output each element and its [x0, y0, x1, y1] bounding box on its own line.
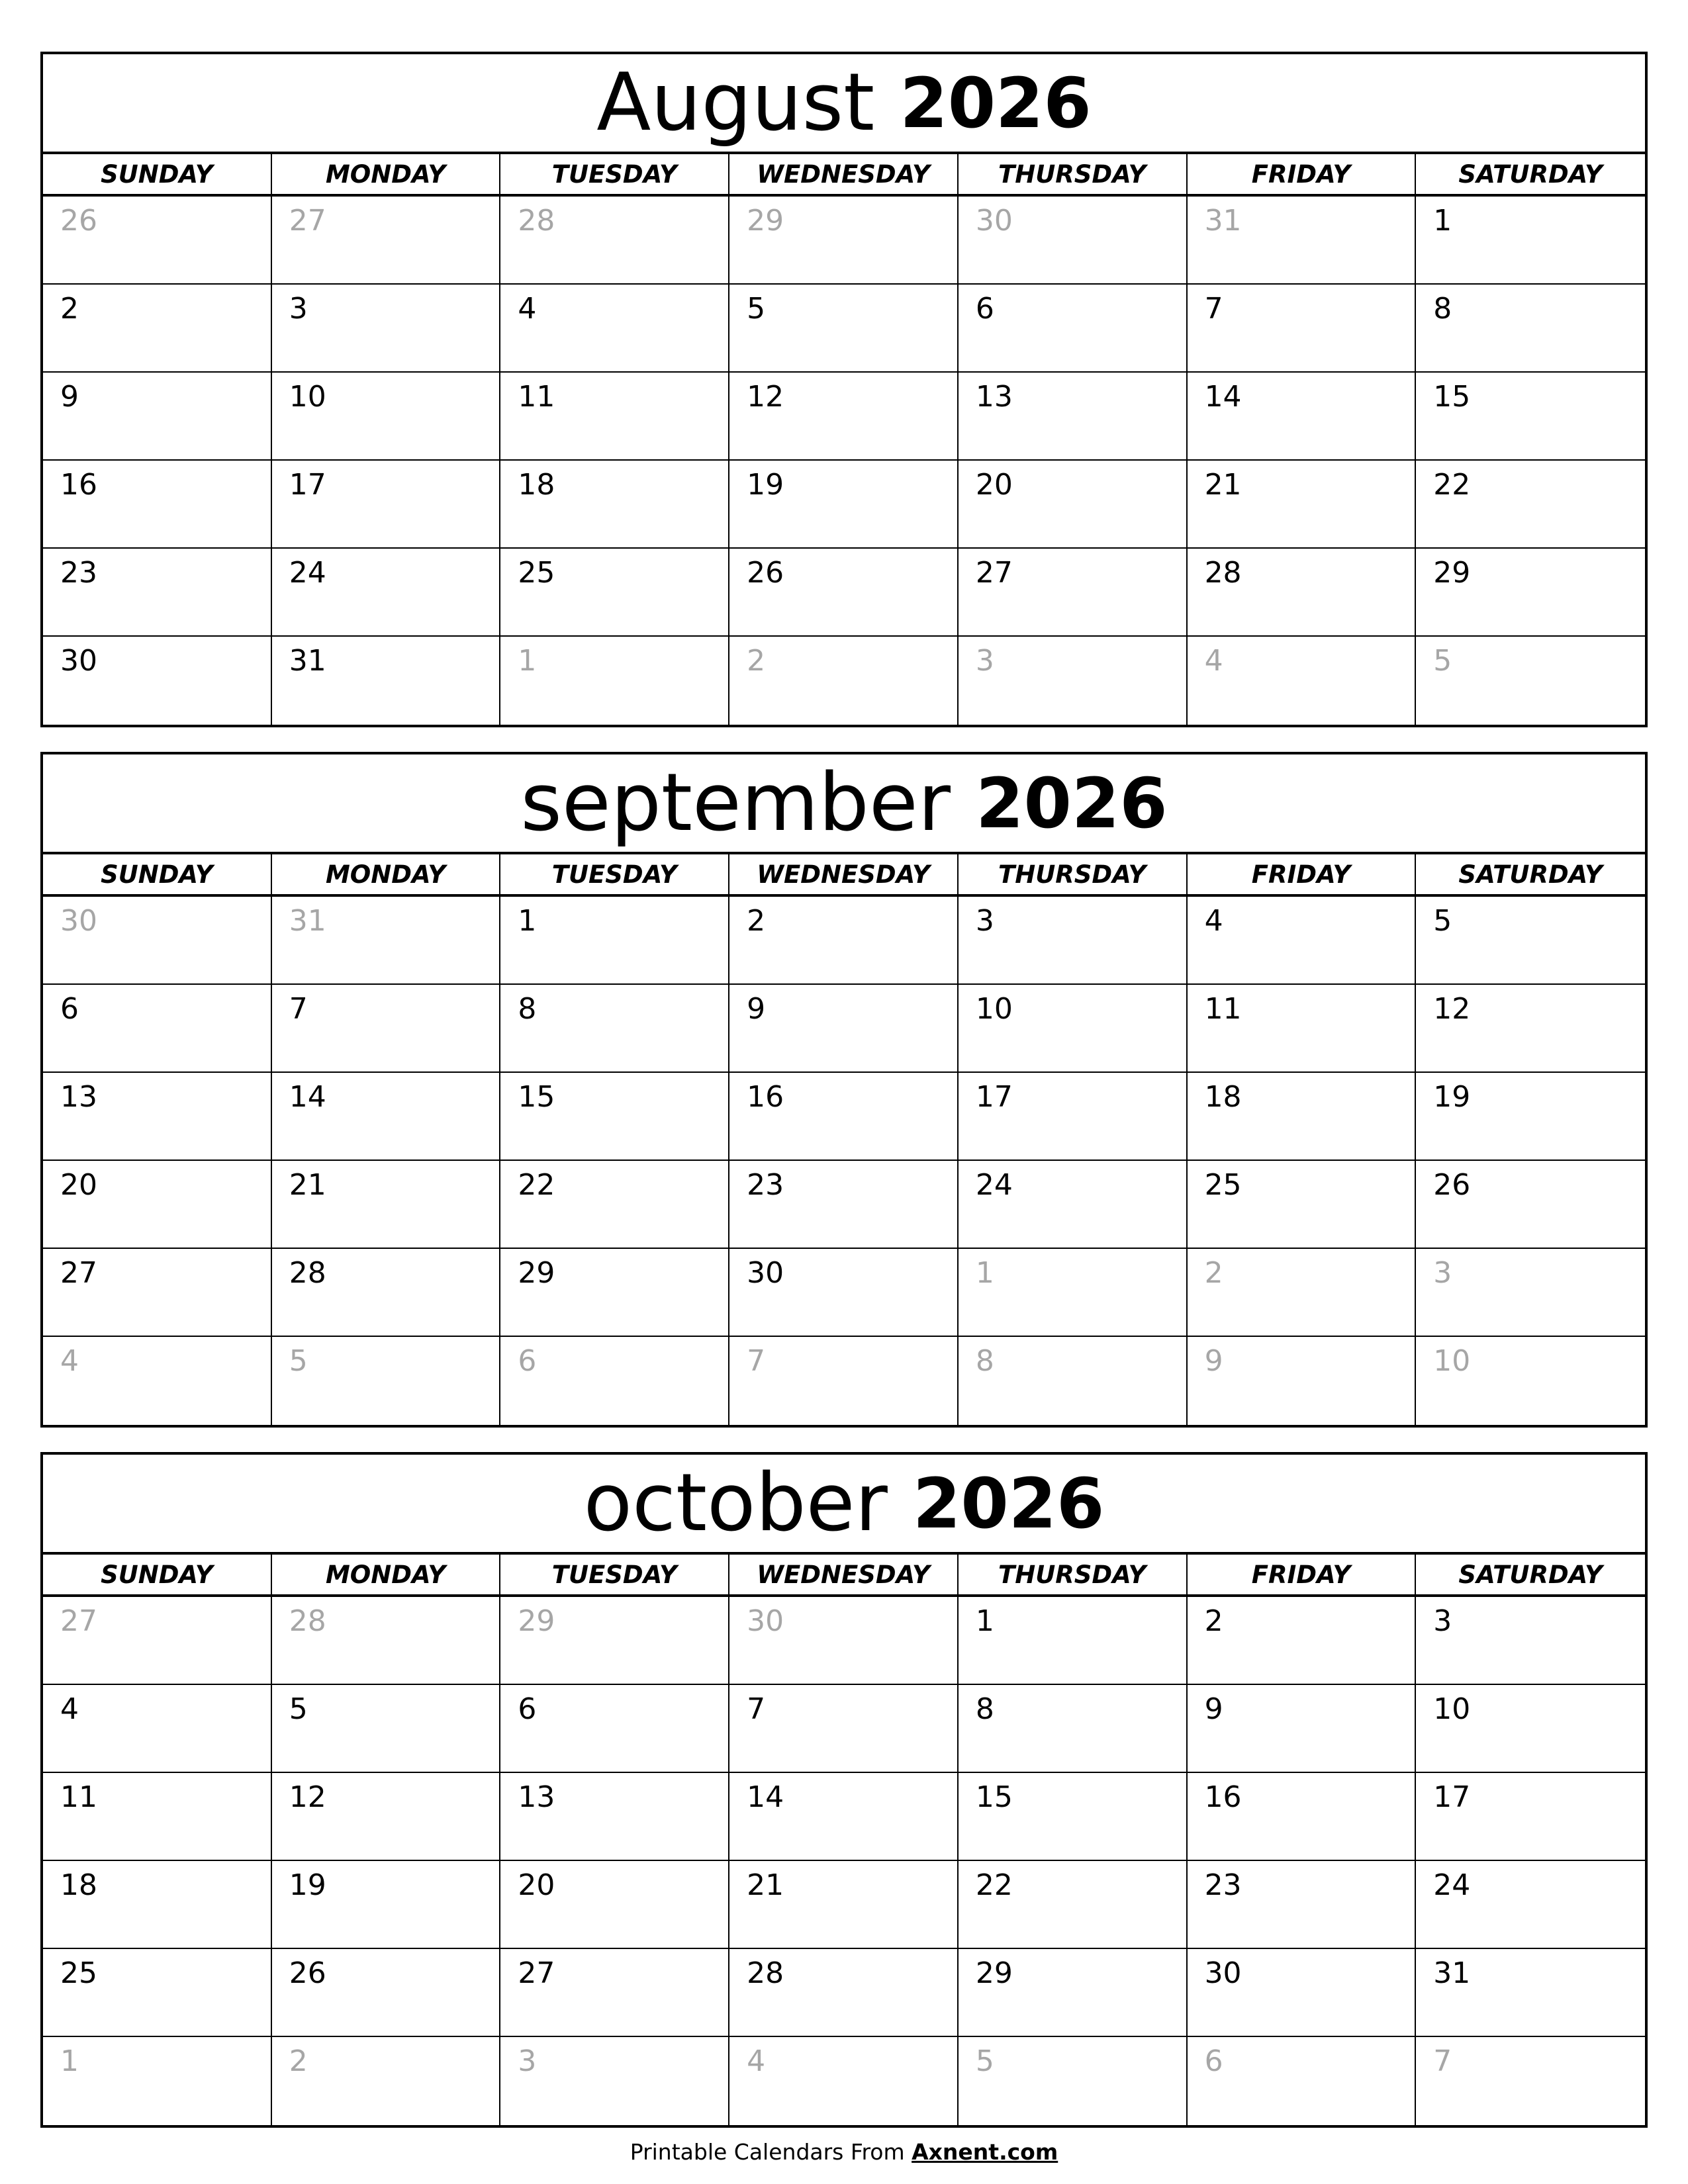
day-cell-adjacent-month: 4 [729, 2037, 959, 2125]
month-title [43, 1455, 1645, 1555]
day-cell-adjacent-month: 30 [959, 197, 1188, 285]
day-cell: 16 [729, 1073, 959, 1161]
day-cell: 22 [1416, 461, 1645, 549]
day-cell-adjacent-month: 1 [43, 2037, 272, 2125]
day-cell: 2 [729, 897, 959, 985]
weekday-header [43, 154, 1645, 197]
weekday-friday: FRIDAY [1188, 854, 1417, 894]
day-cell: 20 [43, 1161, 272, 1249]
month-title [43, 754, 1645, 854]
day-cell: 28 [1188, 549, 1417, 637]
day-cell: 12 [729, 373, 959, 461]
day-cell-adjacent-month: 3 [1416, 1249, 1645, 1337]
day-cell: 17 [272, 461, 501, 549]
day-cell: 11 [500, 373, 729, 461]
month-year: 2026 [912, 1463, 1105, 1544]
day-cell: 9 [43, 373, 272, 461]
day-cell: 6 [959, 285, 1188, 373]
day-cell: 24 [272, 549, 501, 637]
day-cell: 20 [500, 1861, 729, 1949]
day-cell-adjacent-month: 3 [959, 637, 1188, 725]
day-cell: 2 [43, 285, 272, 373]
day-cell-adjacent-month: 1 [959, 1249, 1188, 1337]
day-cell-adjacent-month: 4 [43, 1337, 272, 1425]
day-cell: 28 [272, 1249, 501, 1337]
day-cell-adjacent-month: 9 [1188, 1337, 1417, 1425]
day-cell-adjacent-month: 5 [959, 2037, 1188, 2125]
day-cell: 4 [43, 1685, 272, 1773]
weekday-friday: FRIDAY [1188, 154, 1417, 194]
weekday-sunday: SUNDAY [43, 854, 272, 894]
day-cell: 7 [272, 985, 501, 1073]
day-cell: 25 [1188, 1161, 1417, 1249]
day-cell-adjacent-month: 6 [500, 1337, 729, 1425]
day-cell: 14 [1188, 373, 1417, 461]
weekday-saturday: SATURDAY [1458, 1560, 1603, 1589]
weekday-wednesday: WEDNESDAY [729, 154, 959, 194]
day-cell: 5 [1416, 897, 1645, 985]
day-cell-adjacent-month: 2 [729, 637, 959, 725]
day-cell: 9 [1188, 1685, 1417, 1773]
day-cell: 21 [729, 1861, 959, 1949]
day-cell: 29 [959, 1949, 1188, 2037]
day-cell: 10 [1416, 1685, 1645, 1773]
day-cell-adjacent-month: 29 [729, 197, 959, 285]
day-cell: 1 [1416, 197, 1645, 285]
weekday-monday: MONDAY [272, 154, 501, 194]
day-cell: 27 [43, 1249, 272, 1337]
day-cell: 8 [500, 985, 729, 1073]
day-grid [43, 897, 1645, 1425]
day-cell: 30 [729, 1249, 959, 1337]
day-cell-adjacent-month: 2 [272, 2037, 501, 2125]
month-calendar-august [40, 52, 1648, 727]
day-cell: 19 [272, 1861, 501, 1949]
day-cell: 18 [1188, 1073, 1417, 1161]
day-cell-adjacent-month: 5 [1433, 644, 1452, 678]
day-cell: 29 [1416, 549, 1645, 637]
day-cell: 23 [1188, 1861, 1417, 1949]
day-cell: 5 [272, 1685, 501, 1773]
day-cell-adjacent-month: 3 [500, 2037, 729, 2125]
day-cell: 15 [500, 1073, 729, 1161]
day-cell: 21 [272, 1161, 501, 1249]
day-cell-adjacent-month: 6 [1188, 2037, 1417, 2125]
day-cell: 28 [729, 1949, 959, 2037]
weekday-wednesday: WEDNESDAY [729, 854, 959, 894]
day-cell: 16 [1188, 1773, 1417, 1861]
footer-prefix: Printable Calendars From [630, 2139, 912, 2165]
weekday-tuesday: TUESDAY [500, 154, 729, 194]
day-cell: 8 [1416, 285, 1645, 373]
day-grid [43, 1597, 1645, 2125]
day-cell: 3 [959, 897, 1188, 985]
month-name: october [583, 1457, 888, 1549]
day-cell: 14 [729, 1773, 959, 1861]
weekday-saturday: SATURDAY [1458, 159, 1603, 189]
day-cell: 18 [500, 461, 729, 549]
day-cell: 7 [729, 1685, 959, 1773]
day-cell-adjacent-month: 30 [729, 1597, 959, 1685]
weekday-saturday: SATURDAY [1458, 860, 1603, 889]
day-cell: 25 [43, 1949, 272, 2037]
day-grid [43, 197, 1645, 725]
weekday-wednesday: WEDNESDAY [729, 1555, 959, 1594]
day-cell: 3 [1416, 1597, 1645, 1685]
day-cell: 14 [272, 1073, 501, 1161]
day-cell: 31 [272, 637, 501, 725]
day-cell: 15 [1416, 373, 1645, 461]
day-cell: 5 [729, 285, 959, 373]
weekday-thursday: THURSDAY [959, 1555, 1188, 1594]
footer-brand-link[interactable]: Axnent.com [912, 2139, 1058, 2165]
day-cell-adjacent-month: 2 [1188, 1249, 1417, 1337]
day-cell: 27 [959, 549, 1188, 637]
day-cell: 13 [43, 1073, 272, 1161]
day-cell: 17 [959, 1073, 1188, 1161]
day-cell: 25 [500, 549, 729, 637]
day-cell-adjacent-month: 8 [959, 1337, 1188, 1425]
day-cell: 12 [1416, 985, 1645, 1073]
weekday-friday: FRIDAY [1188, 1555, 1417, 1594]
day-cell: 6 [43, 985, 272, 1073]
day-cell: 29 [500, 1249, 729, 1337]
day-cell: 20 [959, 461, 1188, 549]
weekday-tuesday: TUESDAY [500, 854, 729, 894]
day-cell: 26 [1416, 1161, 1645, 1249]
footer-credit [0, 2139, 1688, 2165]
weekday-sunday: SUNDAY [43, 1555, 272, 1594]
day-cell: 10 [272, 373, 501, 461]
day-cell: 3 [272, 285, 501, 373]
month-year: 2026 [976, 762, 1168, 844]
day-cell-adjacent-month: 10 [1433, 1344, 1471, 1378]
day-cell-adjacent-month: 7 [1433, 2044, 1452, 2078]
day-cell: 30 [1188, 1949, 1417, 2037]
day-cell: 15 [959, 1773, 1188, 1861]
day-cell-adjacent-month: 7 [729, 1337, 959, 1425]
day-cell: 22 [959, 1861, 1188, 1949]
day-cell: 16 [43, 461, 272, 549]
day-cell: 24 [959, 1161, 1188, 1249]
day-cell: 27 [500, 1949, 729, 2037]
day-cell: 11 [1188, 985, 1417, 1073]
day-cell-adjacent-month: 1 [500, 637, 729, 725]
day-cell-adjacent-month: 27 [272, 197, 501, 285]
day-cell-adjacent-month: 28 [500, 197, 729, 285]
day-cell: 24 [1416, 1861, 1645, 1949]
day-cell: 18 [43, 1861, 272, 1949]
day-cell: 7 [1188, 285, 1417, 373]
day-cell: 6 [500, 1685, 729, 1773]
day-cell: 30 [43, 637, 272, 725]
day-cell: 19 [729, 461, 959, 549]
weekday-tuesday: TUESDAY [500, 1555, 729, 1594]
day-cell: 13 [500, 1773, 729, 1861]
day-cell: 17 [1416, 1773, 1645, 1861]
day-cell: 26 [729, 549, 959, 637]
day-cell: 23 [729, 1161, 959, 1249]
day-cell-adjacent-month: 31 [272, 897, 501, 985]
day-cell: 1 [500, 897, 729, 985]
day-cell: 26 [272, 1949, 501, 2037]
day-cell: 4 [1188, 897, 1417, 985]
day-cell: 10 [959, 985, 1188, 1073]
day-cell: 11 [43, 1773, 272, 1861]
month-calendar-september [40, 752, 1648, 1428]
day-cell-adjacent-month: 31 [1188, 197, 1417, 285]
day-cell: 21 [1188, 461, 1417, 549]
month-name: september [520, 756, 951, 849]
day-cell: 8 [959, 1685, 1188, 1773]
day-cell: 23 [43, 549, 272, 637]
day-cell: 1 [959, 1597, 1188, 1685]
day-cell-adjacent-month: 5 [272, 1337, 501, 1425]
day-cell-adjacent-month: 27 [43, 1597, 272, 1685]
weekday-header [43, 1555, 1645, 1597]
month-title [43, 54, 1645, 154]
weekday-sunday: SUNDAY [43, 154, 272, 194]
day-cell: 4 [500, 285, 729, 373]
weekday-thursday: THURSDAY [959, 154, 1188, 194]
day-cell: 31 [1416, 1949, 1645, 2037]
weekday-monday: MONDAY [272, 854, 501, 894]
month-calendar-october [40, 1452, 1648, 2128]
month-name: August [596, 56, 875, 149]
day-cell-adjacent-month: 29 [500, 1597, 729, 1685]
day-cell-adjacent-month: 30 [43, 897, 272, 985]
day-cell-adjacent-month: 28 [272, 1597, 501, 1685]
weekday-monday: MONDAY [272, 1555, 501, 1594]
day-cell: 19 [1416, 1073, 1645, 1161]
weekday-header [43, 854, 1645, 897]
day-cell: 12 [272, 1773, 501, 1861]
day-cell: 2 [1188, 1597, 1417, 1685]
weekday-thursday: THURSDAY [959, 854, 1188, 894]
month-year: 2026 [900, 62, 1092, 144]
day-cell-adjacent-month: 26 [43, 197, 272, 285]
day-cell-adjacent-month: 4 [1188, 637, 1417, 725]
day-cell: 22 [500, 1161, 729, 1249]
day-cell: 9 [729, 985, 959, 1073]
day-cell: 13 [959, 373, 1188, 461]
